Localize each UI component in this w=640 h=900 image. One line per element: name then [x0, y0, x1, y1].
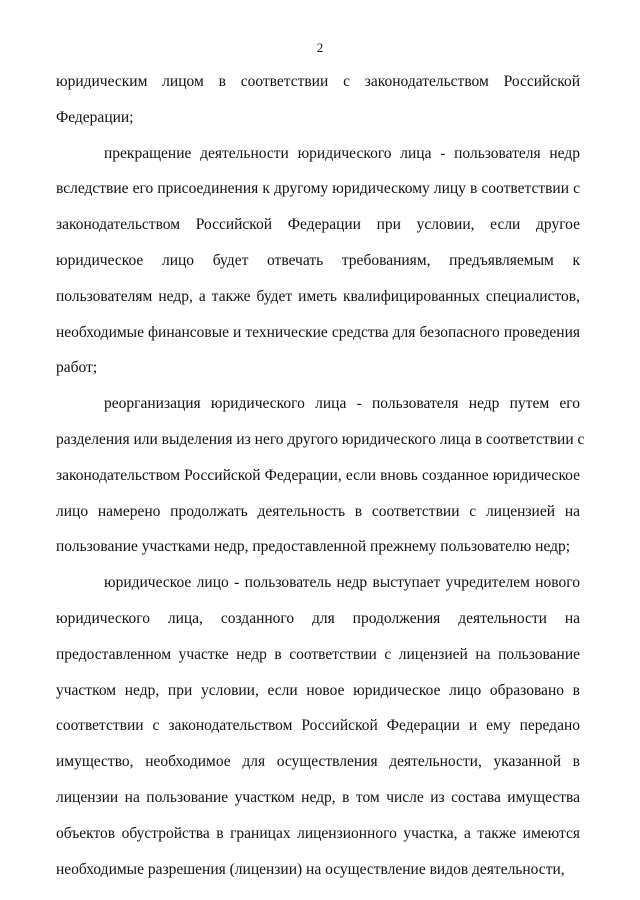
paragraph-line: необходимые разрешения (лицензии) на осуществление видов деятельности, — [56, 860, 565, 878]
paragraph-line: реорганизация юридического лица - пользователя недр путем его — [104, 395, 580, 413]
paragraph-line: работ; — [56, 359, 98, 377]
paragraph-line: юридического лица, созданного для продолжения деятельности на — [56, 609, 580, 627]
paragraph-line: законодательством Российской Федерации, если вновь созданное юридическое — [56, 466, 580, 484]
page-number: 2 — [316, 40, 324, 55]
paragraph-line: Федерации; — [56, 108, 134, 126]
paragraph — [56, 565, 580, 887]
paragraph-line: юридическое лицо - пользователь недр выступает учредителем нового — [104, 574, 580, 592]
paragraph-line: пользование участками недр, предоставленной прежнему пользователю недр; — [56, 538, 571, 556]
paragraph-line: участком недр, при условии, если новое юридическое лицо образовано в — [56, 681, 580, 699]
paragraph-line: прекращение деятельности юридического лица - пользователя недр — [104, 144, 580, 162]
paragraph-line: разделения или выделения из него другого юридического лица в соответствии с — [56, 430, 585, 448]
paragraph — [56, 136, 580, 387]
paragraph-line: законодательством Российской Федерации при условии, если другое — [56, 216, 580, 234]
paragraph-line: лицо намерено продолжать деятельность в соответствии с лицензией на — [56, 502, 580, 520]
paragraph-line: вследствие его присоединения к другому юридическому лицу в соответствии с — [56, 180, 580, 198]
document-body — [56, 64, 585, 887]
paragraph-line: необходимые финансовые и технические средства для безопасного проведения — [56, 323, 580, 341]
paragraph-line: соответствии с законодательством Российской Федерации и ему передано — [56, 717, 580, 735]
paragraph-line: юридическим лицом в соответствии с законодательством Российской — [56, 73, 580, 90]
paragraph-line: предоставленном участке недр в соответствии с лицензией на пользование — [56, 645, 580, 663]
paragraph-line: имущество, необходимое для осуществления деятельности, указанной в — [56, 753, 580, 771]
paragraph-line: пользователям недр, а также будет иметь квалифицированных специалистов, — [56, 287, 580, 305]
paragraph-line: объектов обустройства в границах лицензионного участка, а также имеются — [56, 824, 580, 842]
paragraph — [56, 64, 580, 136]
paragraph — [56, 386, 585, 565]
paragraph-line: лицензии на пользование участком недр, в том числе из состава имущества — [56, 788, 580, 806]
paragraph-line: юридическое лицо будет отвечать требованиям, предъявляемым к — [56, 251, 580, 269]
